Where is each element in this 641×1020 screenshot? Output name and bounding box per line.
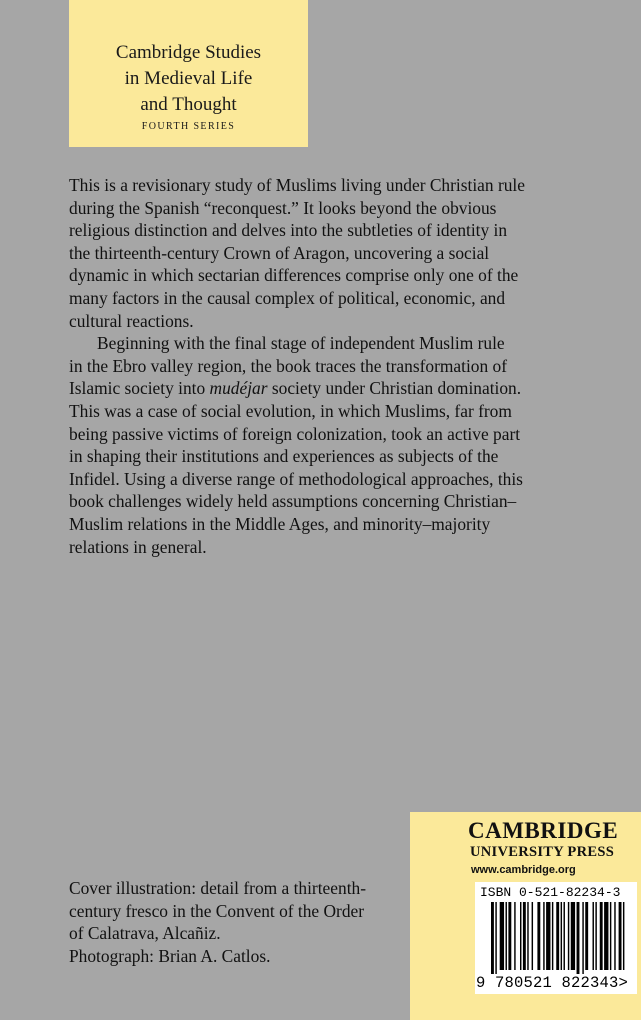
barcode-bar [556, 902, 559, 970]
credit-line: of Calatrava, Alcañiz. [69, 923, 221, 944]
publisher-panel [410, 812, 641, 1020]
barcode-bar [619, 902, 622, 970]
barcode-bar [523, 902, 526, 970]
description-line-with-italic [69, 377, 549, 400]
description-text: Islamic society into [69, 378, 210, 399]
barcode-bar [491, 902, 494, 974]
book-description [69, 174, 549, 558]
description-line: Muslim relations in the Middle Ages, and minority–majority [69, 513, 491, 534]
barcode-panel [475, 882, 637, 994]
description-text: society under Christian domination. [267, 378, 522, 399]
description-line: This was a case of social evolution, in which Muslims, far from [69, 400, 512, 421]
barcode-bar [595, 902, 596, 970]
publisher-subname: UNIVERSITY PRESS [470, 844, 615, 860]
publisher-url: www.cambridge.org [471, 864, 576, 876]
description-line: the thirteenth-century Crown of Aragon, uncovering a social [69, 242, 490, 263]
barcode-bar [614, 902, 615, 970]
barcode-bar [561, 902, 562, 970]
barcode-bar [571, 902, 575, 970]
ean-arrow: > [618, 974, 629, 992]
description-line: This is a revisionary study of Muslims living under Christian rule [69, 175, 525, 195]
barcode-bar [552, 902, 553, 970]
barcode-bar [537, 902, 540, 970]
credit-line: Cover illustration: detail from a thirteenth- [69, 878, 367, 898]
series-subtitle: FOURTH SERIES [141, 121, 236, 132]
description-line: during the Spanish “reconquest.” It looks beyond the obvious [69, 197, 497, 218]
description-line: being passive victims of foreign colonization, took an active part [69, 423, 521, 444]
series-title-panel [69, 0, 308, 147]
barcode-bar [585, 902, 588, 970]
ean-number: 9 780521 822343 [476, 974, 619, 992]
series-title-line-3: and Thought [140, 94, 237, 115]
barcode-bar [564, 902, 565, 970]
barcode-graphic [477, 902, 635, 974]
description-line: Beginning with the final stage of independent Muslim rule [97, 333, 505, 354]
series-title-line-1: Cambridge Studies [115, 42, 262, 63]
publisher-name: CAMBRIDGE [468, 818, 619, 843]
description-line: book challenges widely held assumptions concerning Christian– [69, 491, 517, 512]
barcode-bar [527, 902, 528, 970]
barcode-bar [582, 902, 583, 974]
italic-term-mudejar: mudéjar [209, 378, 268, 399]
credit-line: century fresco in the Convent of the Order [69, 900, 365, 921]
barcode-bar [514, 902, 515, 970]
description-line: cultural reactions. [69, 310, 194, 331]
description-line: in the Ebro valley region, the book traces the transformation of [69, 355, 508, 376]
barcode-bar [610, 902, 611, 970]
series-title-line-2: in Medieval Life [124, 68, 253, 89]
barcode-bar [508, 902, 511, 970]
barcode-bar [500, 902, 504, 970]
barcode-bar [543, 902, 544, 970]
barcode-bar [520, 902, 521, 970]
description-line: Infidel. Using a diverse range of methodological approaches, this [69, 468, 523, 489]
credit-line: Photograph: Brian A. Catlos. [69, 945, 271, 966]
description-line: religious distinction and delves into the subtleties of identity in [69, 220, 508, 241]
barcode-bar [495, 902, 496, 974]
description-line: relations in general. [69, 536, 207, 557]
ean-digits [476, 974, 628, 992]
isbn-label: ISBN 0-521-82234-3 [480, 885, 621, 900]
cover-illustration-credit [69, 877, 399, 967]
barcode-bar [506, 902, 507, 970]
description-paragraph-1 [69, 174, 549, 332]
barcode-bar [593, 902, 594, 970]
barcode-bar [623, 902, 624, 970]
barcode-bar [568, 902, 569, 970]
barcode-bar [600, 902, 603, 970]
barcode-bar [532, 902, 533, 970]
description-line: in shaping their institutions and experiences as subjects of the [69, 446, 499, 467]
barcode-bar [577, 902, 580, 974]
barcode-bar [546, 902, 550, 970]
description-line: many factors in the causal complex of political, economic, and [69, 287, 506, 308]
barcode-bar [604, 902, 608, 970]
description-paragraph-2 [69, 332, 549, 558]
description-line: dynamic in which sectarian differences comprise only one of the [69, 265, 519, 286]
